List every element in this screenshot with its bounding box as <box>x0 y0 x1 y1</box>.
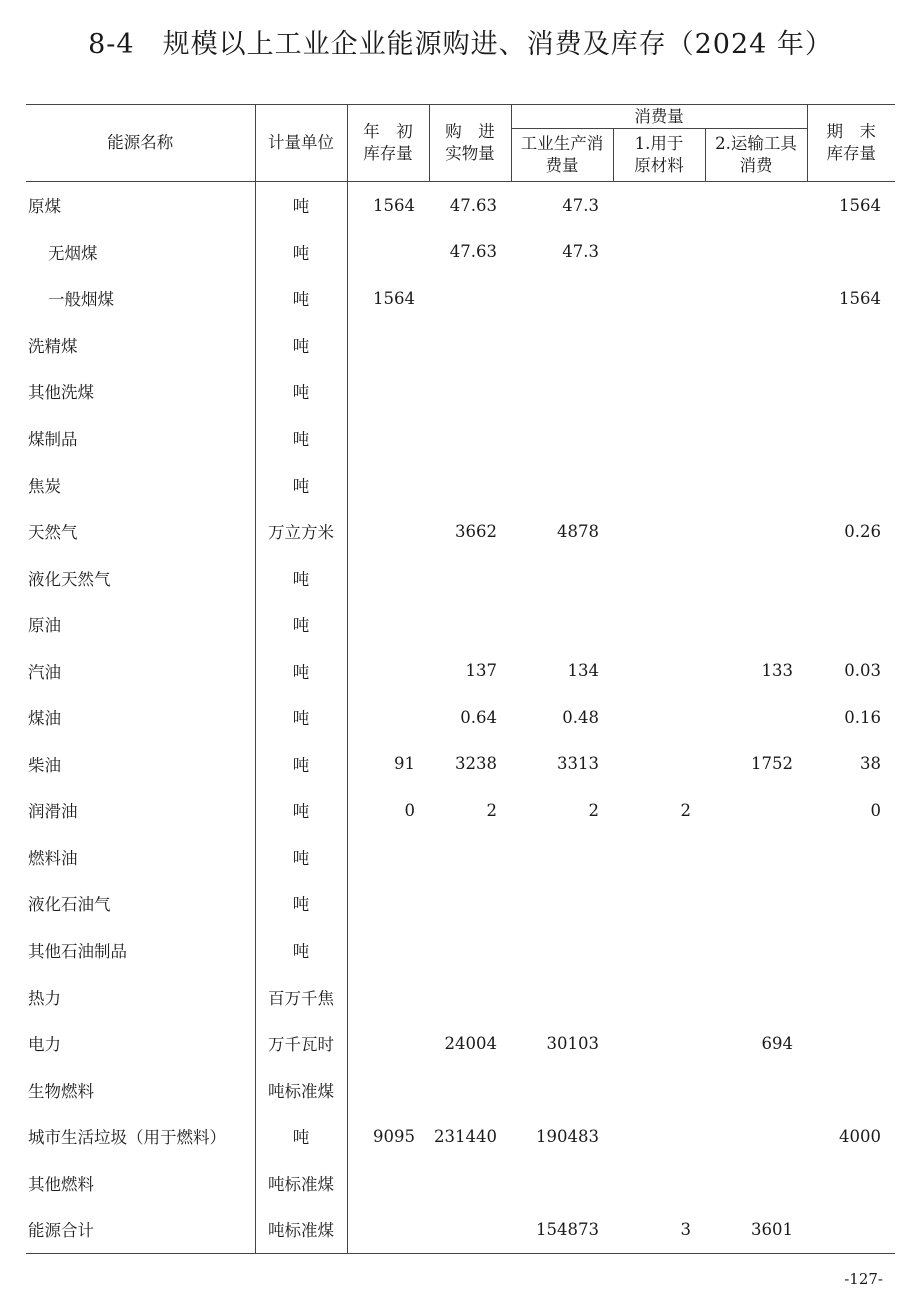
unit-cell: 吨 <box>255 601 347 648</box>
header-closing-stock: 期 末 库存量 <box>807 105 895 182</box>
industrial-consumption-cell: 47.3 <box>562 195 599 215</box>
closing-stock-cell: 0.26 <box>844 521 882 541</box>
transport-cell: 694 <box>761 1033 794 1053</box>
unit-cell: 吨 <box>255 229 347 276</box>
table-row <box>26 741 895 788</box>
unit-cell: 吨 <box>255 322 347 369</box>
purchase-cell <box>429 973 511 1020</box>
opening-stock-cell <box>347 880 429 927</box>
industrial-consumption-cell: 47.3 <box>562 242 599 262</box>
opening-stock-cell <box>347 415 429 462</box>
unit-cell: 吨 <box>255 275 347 322</box>
raw-material-cell <box>613 1020 705 1067</box>
closing-stock-cell: 1564 <box>839 195 882 215</box>
transport-cell <box>705 834 807 881</box>
purchase-cell <box>429 1066 511 1113</box>
unit-cell: 吨 <box>255 834 347 881</box>
opening-stock-cell <box>347 368 429 415</box>
table-row <box>26 973 895 1020</box>
header-energy-name: 能源名称 <box>26 105 255 182</box>
raw-material-cell <box>613 1159 705 1206</box>
raw-material-cell <box>613 927 705 974</box>
header-purchase: 购 进 实物量 <box>429 105 511 182</box>
unit-cell: 吨 <box>255 554 347 601</box>
transport-cell <box>705 694 807 741</box>
header-unit: 计量单位 <box>255 105 347 182</box>
transport-cell <box>705 275 807 322</box>
industrial-consumption-cell <box>511 927 613 974</box>
purchase-cell: 0.64 <box>460 707 497 727</box>
opening-stock-cell <box>347 1159 429 1206</box>
raw-material-cell <box>613 880 705 927</box>
opening-stock-cell <box>347 973 429 1020</box>
purchase-cell: 3238 <box>455 754 497 774</box>
energy-table <box>26 104 895 1254</box>
industrial-consumption-cell: 30103 <box>546 1033 599 1053</box>
industrial-consumption-cell <box>511 322 613 369</box>
raw-material-cell <box>613 973 705 1020</box>
purchase-cell <box>429 415 511 462</box>
closing-stock-cell <box>807 927 895 974</box>
transport-cell <box>705 229 807 276</box>
table-row <box>26 1066 895 1113</box>
industrial-consumption-cell <box>511 834 613 881</box>
opening-stock-cell: 9095 <box>373 1126 415 1146</box>
table-row <box>26 834 895 881</box>
energy-name-cell: 液化石油气 <box>26 880 255 927</box>
opening-stock-cell <box>347 1066 429 1113</box>
opening-stock-cell <box>347 508 429 555</box>
table-row <box>26 1206 895 1253</box>
raw-material-cell <box>613 694 705 741</box>
industrial-consumption-cell: 4878 <box>557 521 599 541</box>
closing-stock-cell <box>807 461 895 508</box>
closing-stock-cell <box>807 1066 895 1113</box>
opening-stock-cell <box>347 461 429 508</box>
raw-material-cell <box>613 647 705 694</box>
energy-name-cell: 其他燃料 <box>26 1159 255 1206</box>
closing-stock-cell: 38 <box>860 754 882 774</box>
table-row <box>26 880 895 927</box>
raw-material-cell <box>613 1113 705 1160</box>
industrial-consumption-cell <box>511 880 613 927</box>
purchase-cell: 47.63 <box>449 195 497 215</box>
unit-cell: 吨 <box>255 1113 347 1160</box>
energy-name-cell: 电力 <box>26 1020 255 1067</box>
unit-cell: 吨 <box>255 368 347 415</box>
opening-stock-cell: 1564 <box>373 288 415 308</box>
table-row <box>26 182 895 229</box>
unit-cell: 吨 <box>255 647 347 694</box>
unit-cell: 吨 <box>255 927 347 974</box>
transport-cell <box>705 1113 807 1160</box>
industrial-consumption-cell <box>511 601 613 648</box>
opening-stock-cell <box>347 1206 429 1253</box>
purchase-cell <box>429 601 511 648</box>
transport-cell <box>705 322 807 369</box>
opening-stock-cell <box>347 322 429 369</box>
page-number: -127- <box>844 1270 883 1288</box>
industrial-consumption-cell <box>511 461 613 508</box>
unit-cell: 吨 <box>255 880 347 927</box>
opening-stock-cell <box>347 229 429 276</box>
purchase-cell <box>429 927 511 974</box>
table-row <box>26 368 895 415</box>
purchase-cell <box>429 322 511 369</box>
industrial-consumption-cell: 2 <box>588 800 599 820</box>
energy-name-cell: 原油 <box>26 601 255 648</box>
unit-cell: 吨 <box>255 787 347 834</box>
industrial-consumption-cell: 154873 <box>511 1206 613 1253</box>
transport-cell <box>705 1159 807 1206</box>
opening-stock-cell: 1564 <box>373 195 415 215</box>
industrial-consumption-cell: 134 <box>567 661 599 681</box>
transport-cell <box>705 601 807 648</box>
raw-material-cell <box>613 182 705 229</box>
purchase-cell <box>429 368 511 415</box>
opening-stock-cell <box>347 554 429 601</box>
unit-cell: 万立方米 <box>255 508 347 555</box>
closing-stock-cell <box>807 415 895 462</box>
purchase-cell: 137 <box>465 661 497 681</box>
closing-stock-cell <box>807 368 895 415</box>
industrial-consumption-cell <box>511 275 613 322</box>
unit-cell: 吨 <box>255 741 347 788</box>
transport-cell: 133 <box>761 661 794 681</box>
industrial-consumption-cell <box>511 415 613 462</box>
purchase-cell: 3662 <box>455 521 497 541</box>
header-consumption-group: 消费量 <box>511 105 807 129</box>
energy-name-cell: 一般烟煤 <box>26 275 255 322</box>
transport-cell <box>705 508 807 555</box>
opening-stock-cell <box>347 694 429 741</box>
table-row <box>26 229 895 276</box>
closing-stock-cell <box>807 229 895 276</box>
header-raw-material: 1.用于 原材料 <box>613 129 705 182</box>
unit-cell: 吨 <box>255 415 347 462</box>
opening-stock-cell: 91 <box>394 754 415 774</box>
purchase-cell <box>429 880 511 927</box>
raw-material-cell <box>613 415 705 462</box>
purchase-cell <box>429 554 511 601</box>
energy-name-cell: 其他石油制品 <box>26 927 255 974</box>
raw-material-cell <box>613 461 705 508</box>
table-row <box>26 694 895 741</box>
purchase-cell <box>429 275 511 322</box>
energy-name-cell: 燃料油 <box>26 834 255 881</box>
energy-name-cell: 热力 <box>26 973 255 1020</box>
closing-stock-cell <box>807 1206 895 1253</box>
header-transport: 2.运输工具 消费 <box>705 129 807 182</box>
energy-name-cell: 煤油 <box>26 694 255 741</box>
transport-cell <box>705 927 807 974</box>
opening-stock-cell <box>347 1020 429 1067</box>
energy-name-cell: 焦炭 <box>26 461 255 508</box>
table-row <box>26 1159 895 1206</box>
table-row <box>26 647 895 694</box>
energy-name-cell: 液化天然气 <box>26 554 255 601</box>
energy-name-cell: 柴油 <box>26 741 255 788</box>
raw-material-cell <box>613 508 705 555</box>
transport-cell <box>705 554 807 601</box>
transport-cell <box>705 973 807 1020</box>
raw-material-cell <box>613 834 705 881</box>
energy-name-cell: 生物燃料 <box>26 1066 255 1113</box>
closing-stock-cell: 0.16 <box>844 707 882 727</box>
raw-material-cell: 3 <box>613 1206 705 1253</box>
raw-material-cell: 2 <box>680 800 691 820</box>
energy-name-cell: 其他洗煤 <box>26 368 255 415</box>
industrial-consumption-cell: 3313 <box>557 754 599 774</box>
opening-stock-cell <box>347 601 429 648</box>
purchase-cell <box>429 1206 511 1253</box>
transport-cell <box>705 787 807 834</box>
purchase-cell: 47.63 <box>449 242 497 262</box>
purchase-cell: 231440 <box>434 1126 497 1146</box>
raw-material-cell <box>613 554 705 601</box>
table-row <box>26 1020 895 1067</box>
table-row <box>26 508 895 555</box>
closing-stock-cell: 4000 <box>839 1126 882 1146</box>
industrial-consumption-cell <box>511 973 613 1020</box>
transport-cell <box>705 368 807 415</box>
industrial-consumption-cell <box>511 554 613 601</box>
industrial-consumption-cell <box>511 368 613 415</box>
closing-stock-cell <box>807 973 895 1020</box>
energy-name-cell: 润滑油 <box>26 787 255 834</box>
closing-stock-cell: 0.03 <box>844 661 882 681</box>
table-row <box>26 322 895 369</box>
table-row <box>26 275 895 322</box>
purchase-cell <box>429 1159 511 1206</box>
energy-name-cell: 无烟煤 <box>26 229 255 276</box>
industrial-consumption-cell <box>511 1066 613 1113</box>
energy-name-cell: 洗精煤 <box>26 322 255 369</box>
raw-material-cell <box>613 275 705 322</box>
transport-cell: 1752 <box>751 754 794 774</box>
closing-stock-cell: 0 <box>870 800 882 820</box>
transport-cell <box>705 880 807 927</box>
unit-cell: 吨标准煤 <box>255 1159 347 1206</box>
unit-cell: 吨标准煤 <box>255 1066 347 1113</box>
opening-stock-cell <box>347 927 429 974</box>
header-industrial-consumption: 工业生产消 费量 <box>511 129 613 182</box>
raw-material-cell <box>613 1066 705 1113</box>
opening-stock-cell: 0 <box>404 800 415 820</box>
unit-cell: 吨 <box>255 694 347 741</box>
closing-stock-cell <box>807 1020 895 1067</box>
purchase-cell: 2 <box>486 800 497 820</box>
raw-material-cell <box>613 741 705 788</box>
purchase-cell <box>429 461 511 508</box>
energy-name-cell: 能源合计 <box>26 1206 255 1253</box>
closing-stock-cell <box>807 834 895 881</box>
opening-stock-cell <box>347 834 429 881</box>
unit-cell: 吨标准煤 <box>255 1206 347 1253</box>
industrial-consumption-cell: 190483 <box>536 1126 599 1146</box>
transport-cell <box>705 1066 807 1113</box>
table-row <box>26 415 895 462</box>
table-row <box>26 554 895 601</box>
closing-stock-cell <box>807 880 895 927</box>
energy-name-cell: 汽油 <box>26 647 255 694</box>
closing-stock-cell <box>807 554 895 601</box>
table-row <box>26 927 895 974</box>
page-title: 8-4 规模以上工业企业能源购进、消费及库存（2024 年） <box>88 29 833 60</box>
raw-material-cell <box>613 601 705 648</box>
energy-name-cell: 城市生活垃圾（用于燃料） <box>26 1113 255 1160</box>
purchase-cell <box>429 834 511 881</box>
transport-cell <box>705 461 807 508</box>
purchase-cell: 24004 <box>444 1033 497 1053</box>
raw-material-cell <box>613 229 705 276</box>
raw-material-cell <box>613 368 705 415</box>
table-row <box>26 1113 895 1160</box>
energy-name-cell: 原煤 <box>26 182 255 229</box>
header-opening-stock: 年 初 库存量 <box>347 105 429 182</box>
closing-stock-cell <box>807 322 895 369</box>
closing-stock-cell <box>807 1159 895 1206</box>
energy-name-cell: 天然气 <box>26 508 255 555</box>
table-row <box>26 461 895 508</box>
closing-stock-cell <box>807 601 895 648</box>
industrial-consumption-cell: 0.48 <box>562 707 599 727</box>
table-row <box>26 787 895 834</box>
unit-cell: 百万千焦 <box>255 973 347 1020</box>
industrial-consumption-cell <box>511 1159 613 1206</box>
unit-cell: 万千瓦时 <box>255 1020 347 1067</box>
transport-cell: 3601 <box>705 1206 807 1253</box>
transport-cell <box>705 182 807 229</box>
opening-stock-cell <box>347 647 429 694</box>
closing-stock-cell: 1564 <box>839 288 882 308</box>
table-row <box>26 601 895 648</box>
raw-material-cell <box>613 322 705 369</box>
energy-name-cell: 煤制品 <box>26 415 255 462</box>
transport-cell <box>705 415 807 462</box>
unit-cell: 吨 <box>255 461 347 508</box>
unit-cell: 吨 <box>255 182 347 229</box>
